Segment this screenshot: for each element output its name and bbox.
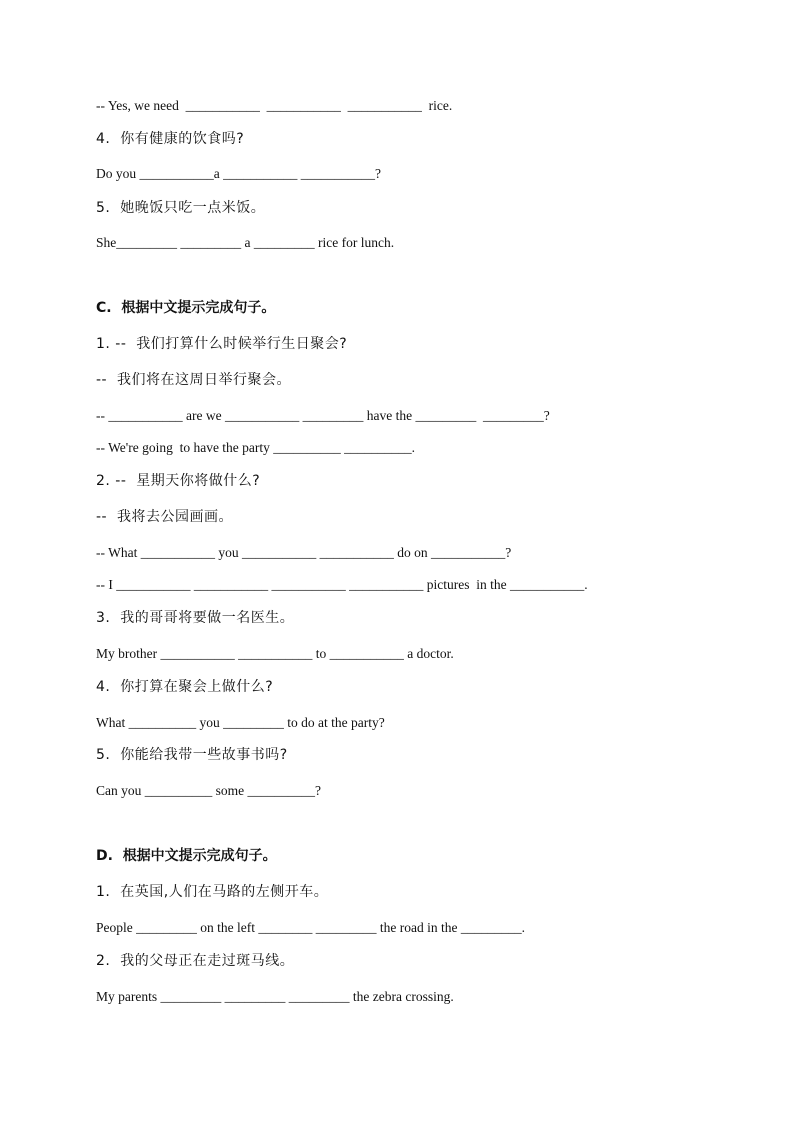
question-cn: -- 我们将在这周日举行聚会。 — [96, 372, 292, 388]
text-line: -- We're going to have the party __________ __________. — [96, 440, 416, 455]
text-line: What __________ you _________ to do at the party? — [96, 715, 385, 730]
question-cn: 4. 你有健康的饮食吗? — [96, 131, 245, 147]
question-cn: 5. 她晚饭只吃一点米饭。 — [96, 200, 266, 216]
text-line: Do you ___________a ___________ ___________? — [96, 166, 381, 181]
question-cn: 4. 你打算在聚会上做什么? — [96, 679, 274, 695]
text-line: My brother ___________ ___________ to ___________ a doctor. — [96, 646, 454, 661]
question-cn: 1. -- 我们打算什么时候举行生日聚会? — [96, 336, 348, 352]
question-cn: 3. 我的哥哥将要做一名医生。 — [96, 610, 295, 626]
text-line: People _________ on the left ________ _________ the road in the _________. — [96, 920, 525, 935]
question-cn: 2. -- 星期天你将做什么? — [96, 473, 261, 489]
text-line: -- Yes, we need ___________ ___________ ___________ rice. — [96, 98, 453, 113]
text-line: -- I ___________ ___________ ___________ ___________ pictures in the ___________. — [96, 577, 588, 592]
question-cn: 1. 在英国,人们在马路的左侧开车。 — [96, 884, 329, 900]
text-line: My parents _________ _________ _________ the zebra crossing. — [96, 989, 454, 1004]
question-cn: -- 我将去公园画画。 — [96, 509, 234, 525]
text-line: -- What ___________ you ___________ ___________ do on ___________? — [96, 545, 512, 560]
section-heading-d: D. 根据中文提示完成句子。 — [96, 848, 277, 864]
text-line: She_________ _________ a _________ rice for lunch. — [96, 235, 395, 250]
question-cn: 2. 我的父母正在走过斑马线。 — [96, 953, 295, 969]
text-line: -- ___________ are we ___________ _________ have the _________ _________? — [96, 408, 550, 423]
question-cn: 5. 你能给我带一些故事书吗? — [96, 747, 288, 763]
text-line: Can you __________ some __________? — [96, 783, 321, 798]
section-heading-c: C. 根据中文提示完成句子。 — [96, 300, 276, 316]
